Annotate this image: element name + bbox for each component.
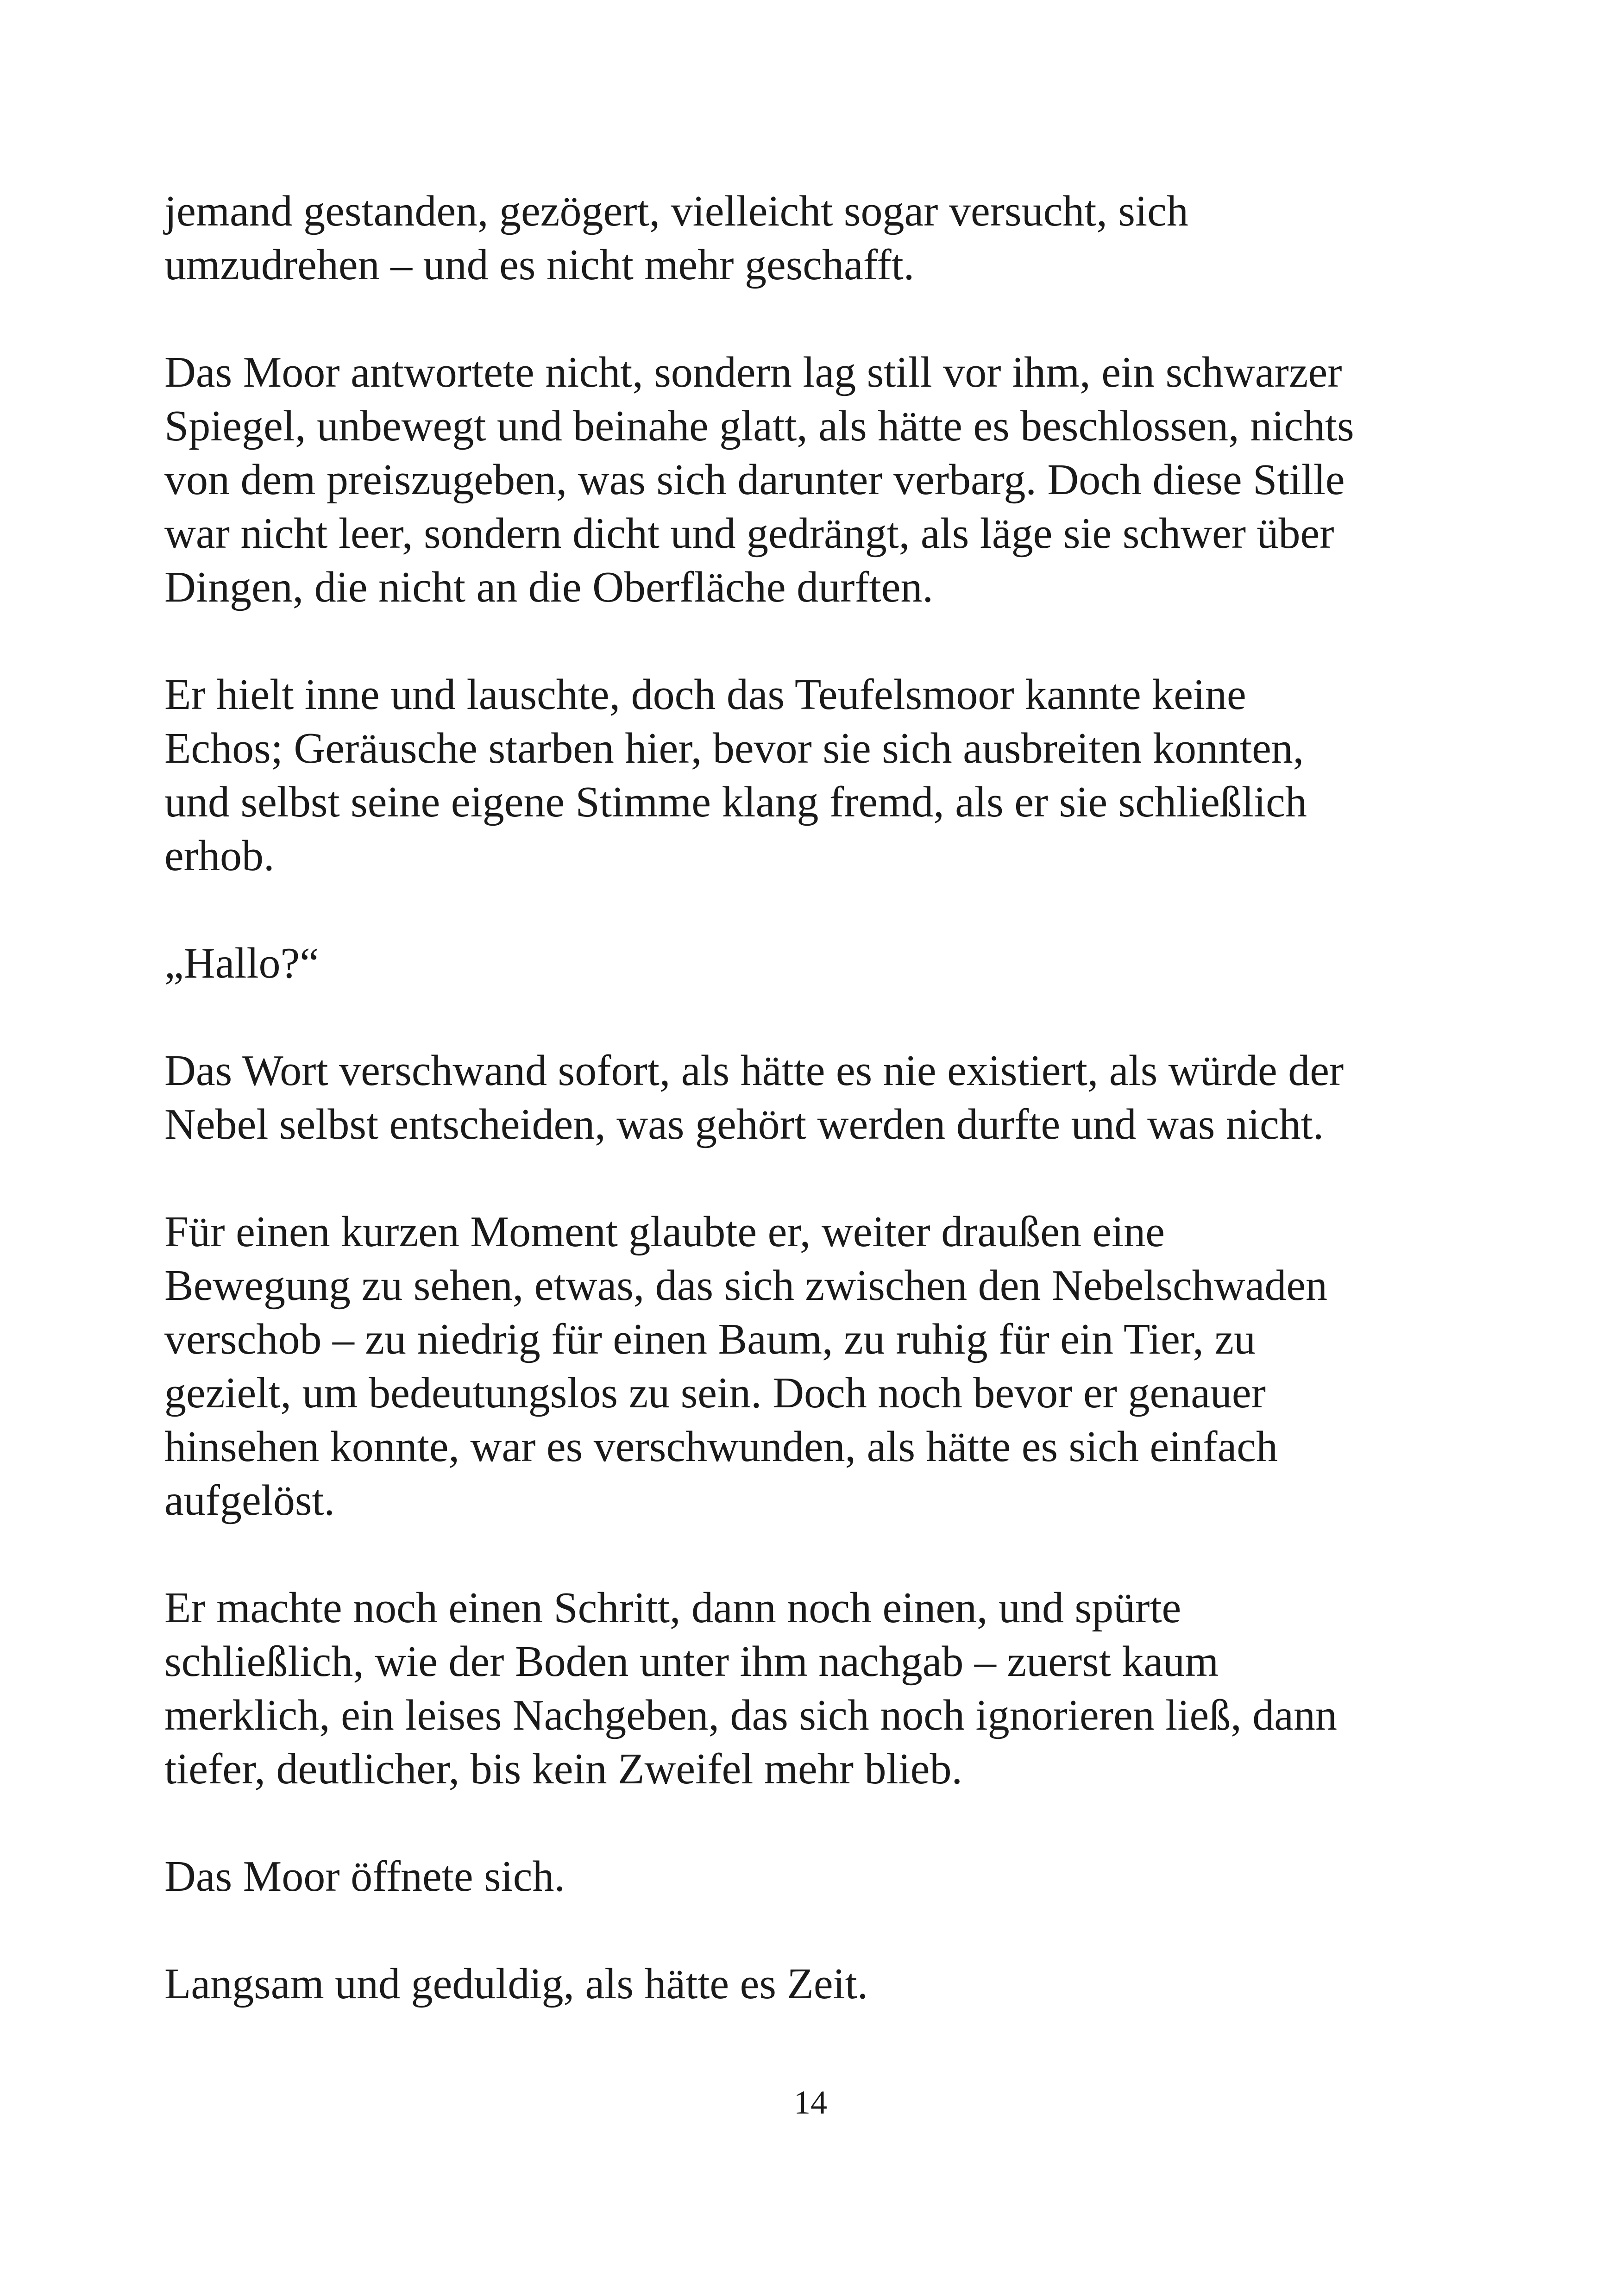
paragraph [164, 184, 1470, 292]
text-line: umzudrehen – und es nicht mehr geschafft. [164, 241, 915, 289]
text-line: Das Moor antwortete nicht, sondern lag still vor ihm, ein schwarzer [164, 348, 1342, 396]
paragraph [164, 936, 1470, 990]
text-line: hinsehen konnte, war es verschwunden, als hätte es sich einfach [164, 1423, 1278, 1471]
text-line: Er machte noch einen Schritt, dann noch einen, und spürte [164, 1584, 1181, 1632]
paragraph [164, 345, 1470, 614]
text-line: „Hallo?“ [164, 939, 320, 987]
text-line: Für einen kurzen Moment glaubte er, weiter draußen eine [164, 1208, 1165, 1256]
text-line: tiefer, deutlicher, bis kein Zweifel mehr blieb. [164, 1745, 962, 1793]
text-line: Das Moor öffnete sich. [164, 1852, 565, 1901]
paragraph [164, 668, 1470, 883]
text-line: Bewegung zu sehen, etwas, das sich zwischen den Nebelschwaden [164, 1261, 1328, 1310]
text-line: Langsam und geduldig, als hätte es Zeit. [164, 1960, 868, 2008]
text-line: war nicht leer, sondern dicht und gedrängt, als läge sie schwer über [164, 509, 1334, 558]
text-line: Das Wort verschwand sofort, als hätte es nie existiert, als würde der [164, 1047, 1344, 1095]
paragraph [164, 1581, 1470, 1796]
text-line: Spiegel, unbewegt und beinahe glatt, als hätte es beschlossen, nichts [164, 402, 1354, 450]
text-line: Echos; Geräusche starben hier, bevor sie sich ausbreiten konnten, [164, 724, 1304, 772]
paragraph [164, 1850, 1470, 1903]
text-line: jemand gestanden, gezögert, vielleicht sogar versucht, sich [164, 187, 1188, 235]
text-line: Dingen, die nicht an die Oberfläche durften. [164, 563, 934, 611]
paragraph [164, 1957, 1470, 2011]
text-line: erhob. [164, 832, 275, 880]
paragraph [164, 1205, 1470, 1527]
text-line: und selbst seine eigene Stimme klang fremd, als er sie schließlich [164, 778, 1307, 826]
text-line: Er hielt inne und lauschte, doch das Teufelsmoor kannte keine [164, 671, 1246, 719]
body-text [164, 184, 1470, 2011]
text-line: schließlich, wie der Boden unter ihm nachgab – zuerst kaum [164, 1637, 1219, 1686]
text-line: Nebel selbst entscheiden, was gehört werden durfte und was nicht. [164, 1100, 1324, 1148]
text-line: aufgelöst. [164, 1476, 335, 1524]
paragraph [164, 1044, 1470, 1151]
text-line: von dem preiszugeben, was sich darunter verbarg. Doch diese Stille [164, 456, 1345, 504]
text-line: merklich, ein leises Nachgeben, das sich noch ignorieren ließ, dann [164, 1691, 1337, 1739]
text-line: gezielt, um bedeutungslos zu sein. Doch noch bevor er genauer [164, 1369, 1266, 1417]
page-number: 14 [794, 2084, 827, 2121]
text-line: verschob – zu niedrig für einen Baum, zu ruhig für ein Tier, zu [164, 1315, 1256, 1363]
